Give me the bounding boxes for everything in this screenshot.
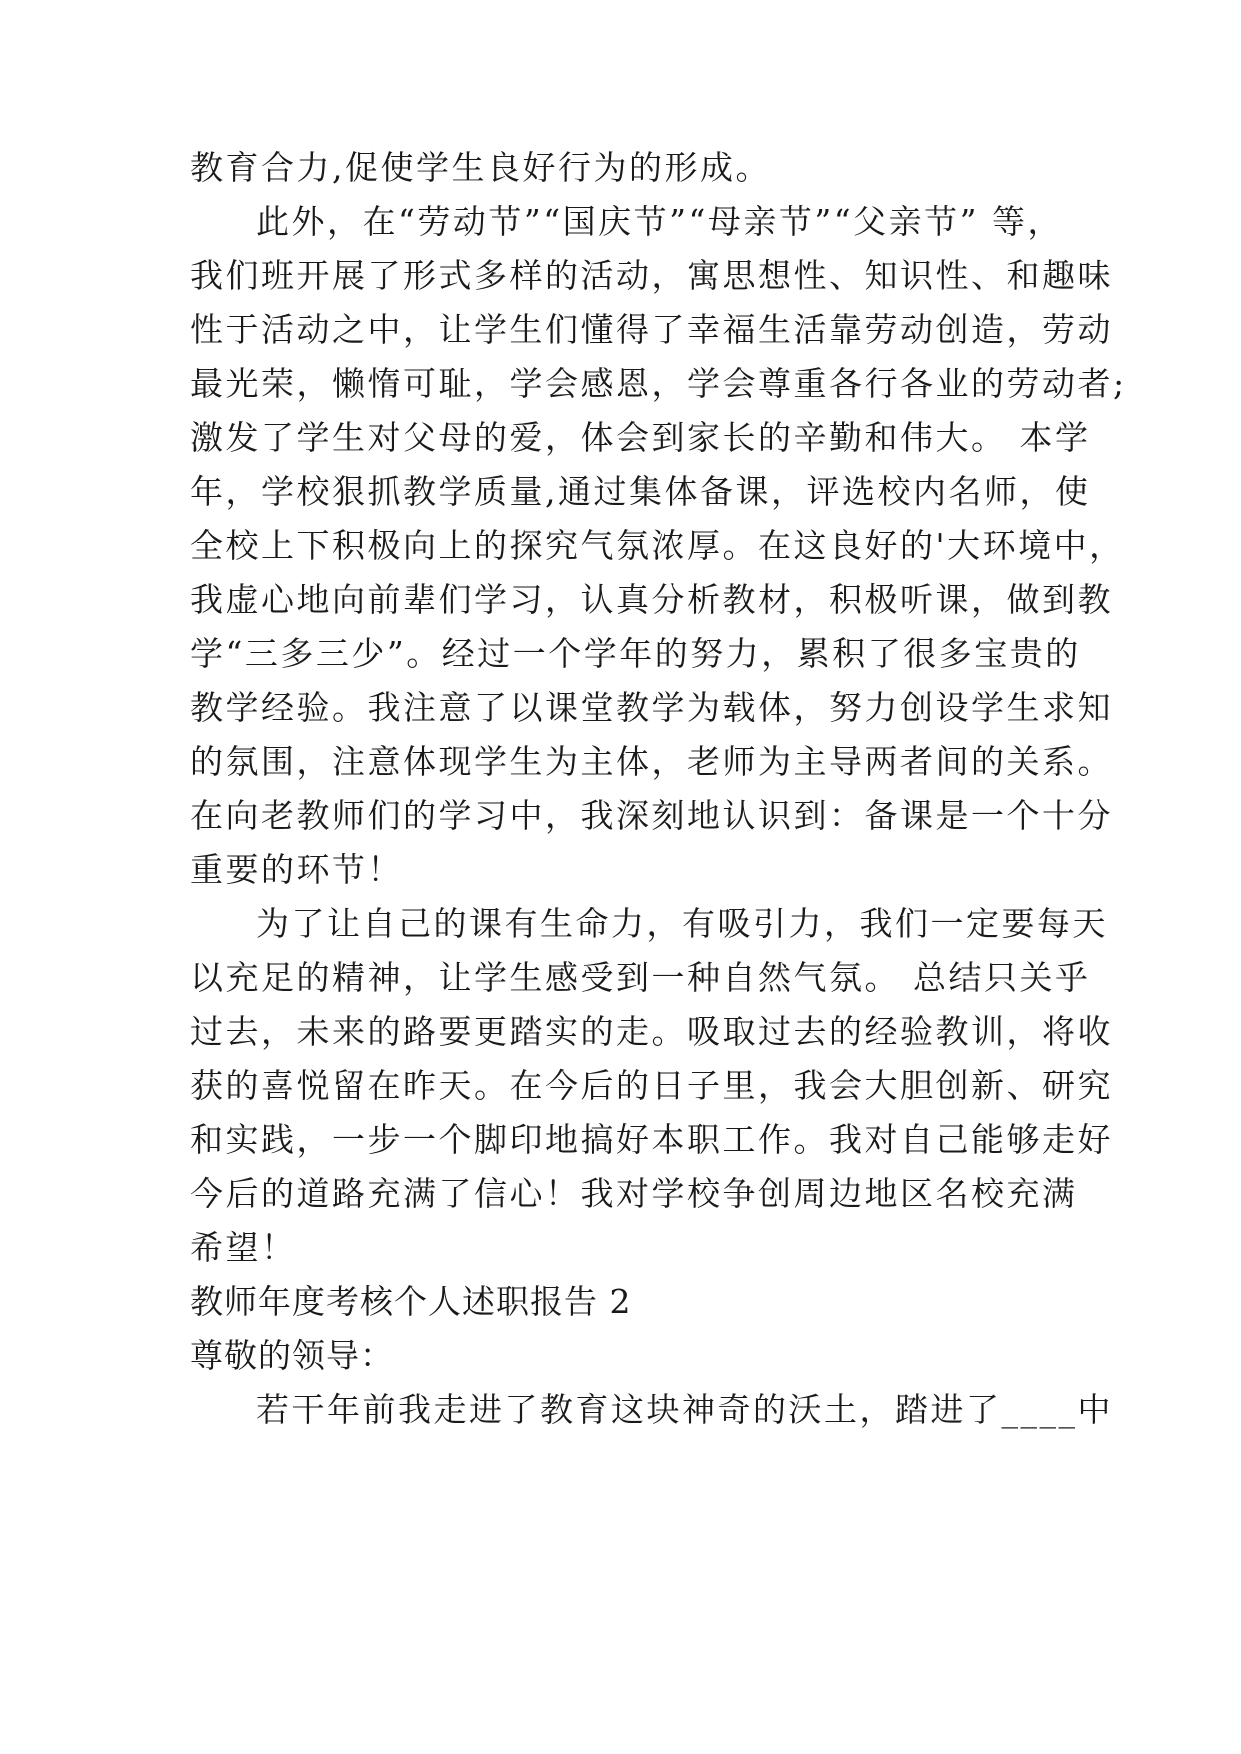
text-line: 此外，在“劳动节”“国庆节”“母亲节”“父亲节” 等， (256, 202, 1063, 241)
text-line: 我们班开展了形式多样的活动，寓思想性、知识性、和趣味 (190, 256, 1113, 295)
text-line: 重要的环节！ (190, 850, 403, 889)
section-heading: 教师年度考核个人述职报告 2 (190, 1282, 632, 1321)
text-line: 今后的道路充满了信心！我对学校争创周边地区名校充满 (190, 1174, 1078, 1213)
text-line: 学“三多三少”。经过一个学年的努力，累积了很多宝贵的 (190, 634, 1081, 673)
text-line: 最光荣，懒惰可耻，学会感恩，学会尊重各行各业的劳动者; (190, 364, 1127, 403)
text-line: 激发了学生对父母的爱，体会到家长的辛勤和伟大。 本学 (190, 418, 1091, 457)
text-line: 若干年前我走进了教育这块神奇的沃土，踏进了____中 (256, 1390, 1113, 1429)
text-line: 以充足的精神，让学生感受到一种自然气氛。 总结只关乎 (190, 958, 1091, 997)
text-line: 年，学校狠抓教学质量,通过集体备课，评选校内名师，使 (190, 472, 1091, 511)
text-line: 教育合力,促使学生良好行为的形成。 (190, 148, 771, 187)
text-line: 希望！ (190, 1228, 297, 1267)
salutation: 尊敬的领导： (190, 1336, 394, 1375)
text-line: 在向老教师们的学习中，我深刻地认识到：备课是一个十分 (190, 796, 1113, 835)
text-line: 我虚心地向前辈们学习，认真分析教材，积极听课，做到教 (190, 580, 1113, 619)
text-line: 获的喜悦留在昨天。在今后的日子里，我会大胆创新、研究 (190, 1066, 1113, 1105)
text-line: 过去，未来的路要更踏实的走。吸取过去的经验教训，将收 (190, 1012, 1113, 1051)
text-line: 的氛围，注意体现学生为主体，老师为主导两者间的关系。 (190, 742, 1113, 781)
text-line: 为了让自己的课有生命力，有吸引力，我们一定要每天 (256, 904, 1108, 943)
text-line: 全校上下积极向上的探究气氛浓厚。在这良好的'大环境中， (190, 526, 1125, 565)
text-line: 教学经验。我注意了以课堂教学为载体，努力创设学生求知 (190, 688, 1113, 727)
text-line: 性于活动之中，让学生们懂得了幸福生活靠劳动创造，劳动 (190, 310, 1113, 349)
text-line: 和实践，一步一个脚印地搞好本职工作。我对自己能够走好 (190, 1120, 1113, 1159)
